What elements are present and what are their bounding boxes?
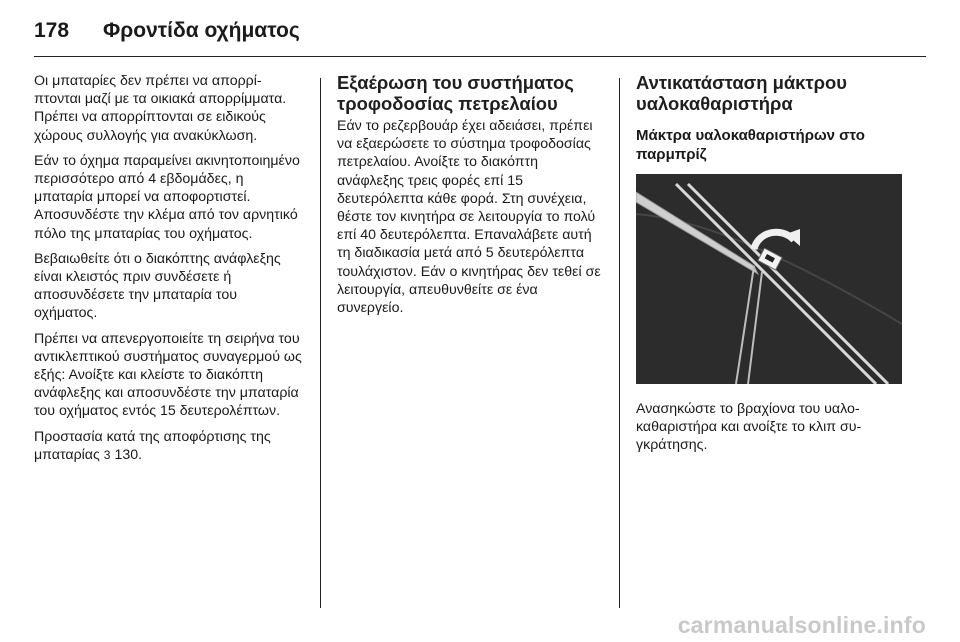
xref-page[interactable]: 130.: [114, 446, 143, 463]
paragraph: Εάν το όχημα παραμείνει ακινητοποιημένο περισσότερο από 4 εβδομάδες, η μπαταρία μπορεί να αποφορτιστεί. Αποσυνδέστε την κλέμα από τον αρνητικό πόλο της μπαταρίας του οχήματος.: [34, 152, 300, 242]
column-right: [636, 72, 902, 462]
cross-reference-paragraph: [34, 428, 302, 464]
paragraph: Οι μπαταρίες δεν πρέπει να απορρίπτονται μαζί με τα οικιακά απορρίμματα. Πρέπει να απορρίπτονται σε ειδικούς χώρους συλλογής για ανακύκλωση.: [34, 73, 287, 144]
figure-caption: Ανασηκώστε το βραχίονα του υαλοκαθαριστήρα και ανοίξτε το κλιπ συγκράτησης.: [636, 401, 862, 454]
subsection-heading: Μάκτρα υαλοκαθαριστήρων στο παρμπρίζ: [636, 127, 865, 163]
watermark: carmanualsonline.info: [677, 612, 926, 638]
paragraph: Πρέπει να απενεργοποιείτε τη σειρήνα του αντικλεπτικού συστήματος συναγερμού ως εξής: Ανοίξτε και κλείστε το διακόπτη ανάφλεξης και αποσυνδέστε την μπαταρία του οχήματος εντός 15 δευτερολέπτων.: [34, 330, 302, 420]
column-divider-2: [619, 78, 620, 608]
column-divider-1: [320, 78, 321, 608]
section-heading: Εξαέρωση του συστήματος τροφοδοσίας πετρελαίου: [337, 72, 574, 114]
paragraph: Εάν το ρεζερβουάρ έχει αδειάσει, πρέπει να εξαερώσετε το σύστημα τροφοδοσίας πετρελαίου. Ανοίξτε το διακόπτη ανάφλεξης τρεις φορές επί 15 δευτερόλεπτα κάθε φορά. Στη συνέχεια, θέστε τον κινητήρα σε λειτουργία το πολύ επί 40 δευτερόλεπτα. Επαναλάβετε αυτή τη διαδικασία μετά από 5 δευτερόλεπτα τουλάχιστον. Εάν ο κινητήρας δεν τεθεί σε λειτουργία, απευθυνθείτε σε ένα συνεργείο.: [337, 118, 601, 317]
xref-arrow-icon[interactable]: 3: [103, 447, 111, 462]
xref-text: Προστασία κατά της αποφόρτισης της μπαταρίας: [34, 428, 271, 463]
page-title: Φροντίδα οχήματος: [103, 19, 300, 42]
column-left: [34, 72, 302, 471]
wiper-arm-illustration-icon: [636, 174, 902, 384]
column-middle: [337, 72, 607, 324]
page-header: [34, 14, 300, 48]
section-heading: Αντικατάσταση μάκτρου υαλοκαθαριστήρα: [636, 72, 847, 114]
header-rule: [34, 56, 926, 57]
paragraph: Βεβαιωθείτε ότι ο διακόπτης ανάφλεξης είναι κλειστός πριν συνδέσετε ή αποσυνδέσετε την μπαταρία του οχήματος.: [34, 250, 281, 322]
wiper-figure-svg: [636, 174, 902, 384]
page-number: 178: [34, 19, 70, 42]
